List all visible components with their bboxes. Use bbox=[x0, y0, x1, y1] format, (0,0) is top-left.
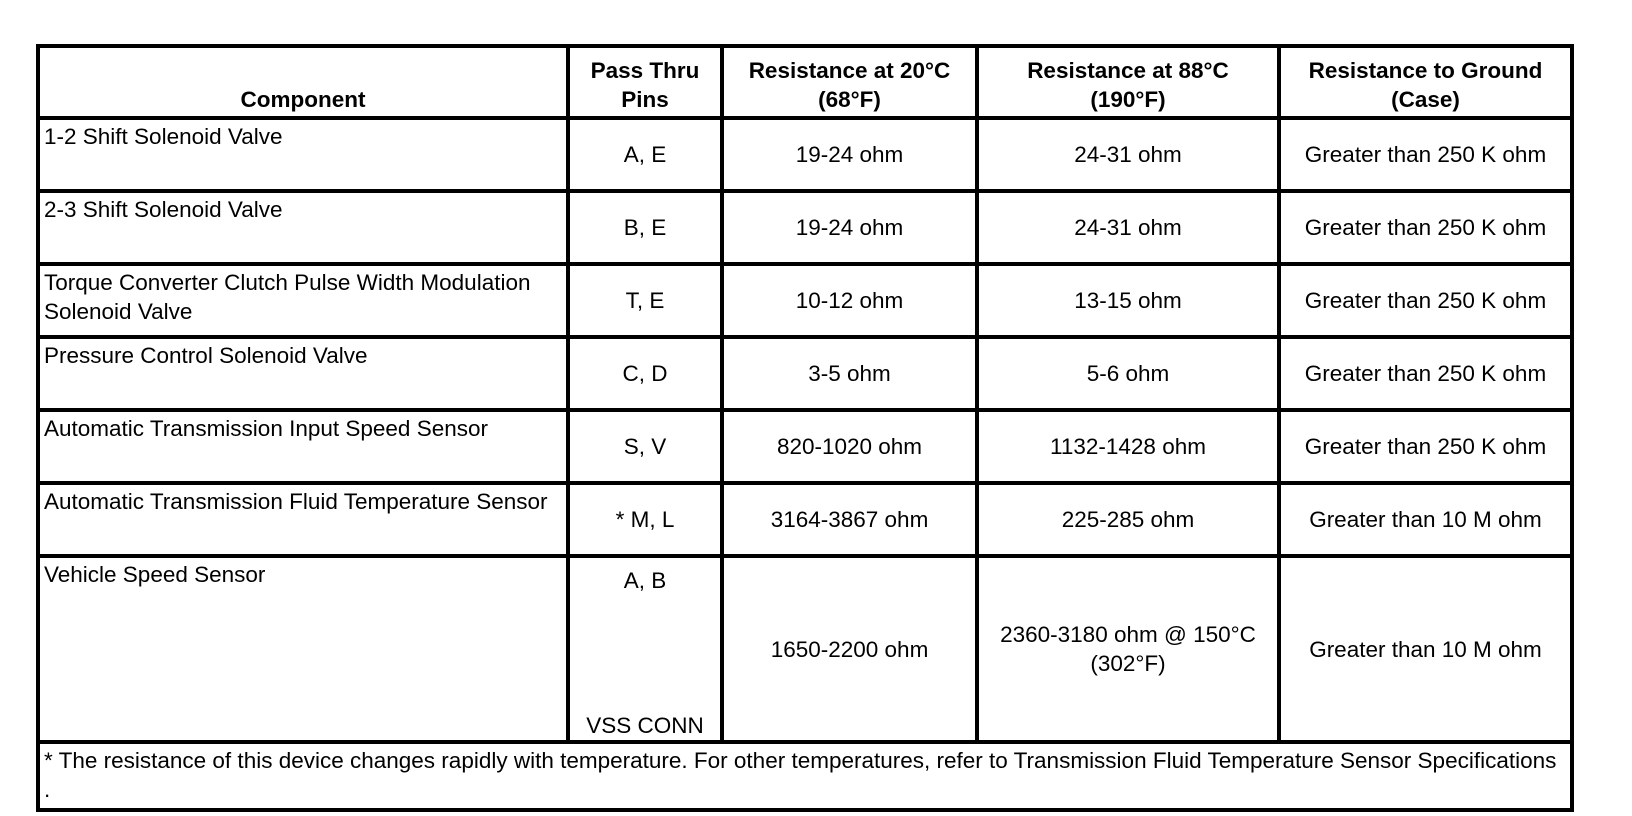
resistance-spec-table bbox=[36, 44, 1574, 812]
table-row bbox=[38, 118, 1572, 191]
component-cell: Automatic Transmission Input Speed Sensor bbox=[38, 410, 568, 483]
resistance-88c-cell: 5-6 ohm bbox=[977, 337, 1279, 410]
component-cell: Vehicle Speed Sensor bbox=[38, 556, 568, 742]
table-row bbox=[38, 264, 1572, 337]
header-resistance-88c: Resistance at 88°C (190°F) bbox=[977, 46, 1279, 118]
pins-cell: * M, L bbox=[568, 483, 722, 556]
resistance-ground-cell: Greater than 250 K ohm bbox=[1279, 118, 1572, 191]
resistance-88c-cell: 24-31 ohm bbox=[977, 118, 1279, 191]
resistance-ground-cell: Greater than 10 M ohm bbox=[1279, 556, 1572, 742]
pins-cell: B, E bbox=[568, 191, 722, 264]
resistance-ground-cell: Greater than 250 K ohm bbox=[1279, 191, 1572, 264]
pins-value: A, B bbox=[623, 568, 667, 593]
pins-cell bbox=[568, 556, 722, 742]
component-cell: 1-2 Shift Solenoid Valve bbox=[38, 118, 568, 191]
component-cell: Torque Converter Clutch Pulse Width Modulation Solenoid Valve bbox=[38, 264, 568, 337]
resistance-ground-cell: Greater than 10 M ohm bbox=[1279, 483, 1572, 556]
pins-cell: T, E bbox=[568, 264, 722, 337]
resistance-88c-cell: 225-285 ohm bbox=[977, 483, 1279, 556]
footnote-row bbox=[38, 742, 1572, 810]
component-cell: Automatic Transmission Fluid Temperature Sensor bbox=[38, 483, 568, 556]
header-row bbox=[38, 46, 1572, 118]
resistance-ground-cell: Greater than 250 K ohm bbox=[1279, 410, 1572, 483]
header-pass-thru-pins: Pass Thru Pins bbox=[568, 46, 722, 118]
resistance-20c-cell: 10-12 ohm bbox=[722, 264, 977, 337]
resistance-88c-cell: 2360-3180 ohm @ 150°C (302°F) bbox=[977, 556, 1279, 742]
table-row bbox=[38, 191, 1572, 264]
pins-cell: A, E bbox=[568, 118, 722, 191]
resistance-20c-cell: 3-5 ohm bbox=[722, 337, 977, 410]
resistance-20c-cell: 1650-2200 ohm bbox=[722, 556, 977, 742]
resistance-20c-cell: 19-24 ohm bbox=[722, 118, 977, 191]
resistance-88c-cell: 13-15 ohm bbox=[977, 264, 1279, 337]
resistance-20c-cell: 19-24 ohm bbox=[722, 191, 977, 264]
resistance-ground-cell: Greater than 250 K ohm bbox=[1279, 264, 1572, 337]
footnote: * The resistance of this device changes rapidly with temperature. For other temperatures, refer to Transmission Fluid Temperature Sensor Specifications . bbox=[38, 742, 1572, 810]
resistance-20c-cell: 820-1020 ohm bbox=[722, 410, 977, 483]
vss-connector-label: VSS CONN bbox=[586, 713, 704, 738]
resistance-88c-cell: 1132-1428 ohm bbox=[977, 410, 1279, 483]
resistance-ground-cell: Greater than 250 K ohm bbox=[1279, 337, 1572, 410]
pins-cell: S, V bbox=[568, 410, 722, 483]
table-row bbox=[38, 410, 1572, 483]
resistance-20c-cell: 3164-3867 ohm bbox=[722, 483, 977, 556]
pins-cell: C, D bbox=[568, 337, 722, 410]
component-cell: Pressure Control Solenoid Valve bbox=[38, 337, 568, 410]
table-row bbox=[38, 337, 1572, 410]
component-cell: 2-3 Shift Solenoid Valve bbox=[38, 191, 568, 264]
table-row bbox=[38, 556, 1572, 742]
header-resistance-ground: Resistance to Ground (Case) bbox=[1279, 46, 1572, 118]
resistance-88c-cell: 24-31 ohm bbox=[977, 191, 1279, 264]
table-row bbox=[38, 483, 1572, 556]
header-resistance-20c: Resistance at 20°C (68°F) bbox=[722, 46, 977, 118]
header-component: Component bbox=[38, 46, 568, 118]
